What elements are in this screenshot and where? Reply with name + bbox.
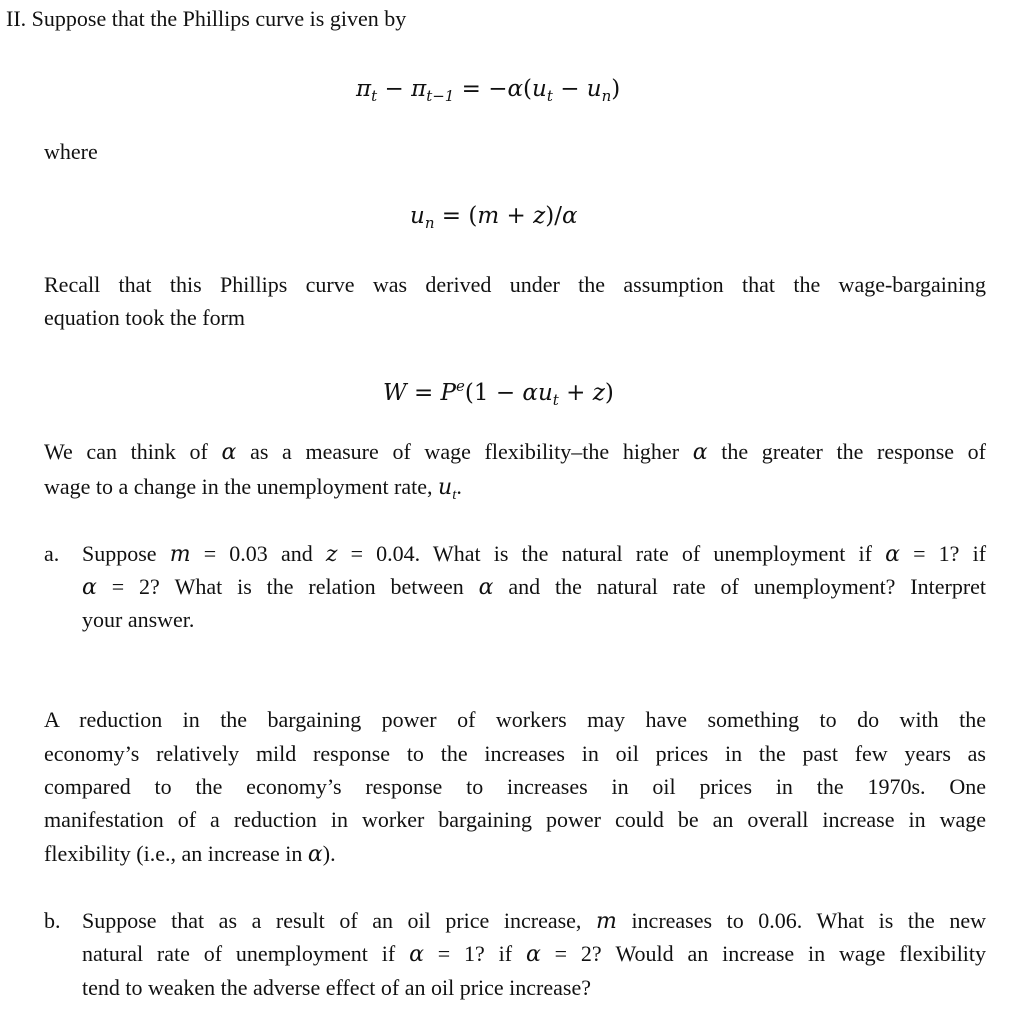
bargaining-line-5: flexibility (i.e., an increase in α).	[44, 841, 336, 867]
part-a-line-3: your answer.	[82, 607, 195, 632]
bargaining-line-3: compared to the economy’s response to increases in oil prices in the 1970s. One	[44, 774, 986, 799]
wage-bargaining-equation: $W = P^e(1 - \alpha u_t + z)$	[383, 377, 614, 409]
part-b-marker: b.	[44, 908, 61, 933]
recall-line-1: Recall that this Phillips curve was derived under the assumption that the wage-bargaining	[44, 272, 986, 297]
part-a-marker: a.	[44, 541, 60, 566]
bargaining-line-4: manifestation of a reduction in worker bargaining power could be an overall increase in wage	[44, 807, 986, 832]
part-a-line-2: α = 2? What is the relation between α and the natural rate of unemployment? Interpret	[82, 574, 987, 600]
problem-heading: II. Suppose that the Phillips curve is given by	[6, 6, 407, 31]
phillips-curve-equation: $\pi_t - \pi_{t-1} = -\alpha(u_t - u_n)$	[356, 76, 621, 105]
where-label: where	[44, 139, 98, 164]
part-b-line-1: Suppose that as a result of an oil price increase, m increases to 0.06. What is the new	[82, 908, 986, 934]
part-a-line-1: Suppose m = 0.03 and z = 0.04. What is the natural rate of unemployment if α = 1? if	[82, 541, 987, 567]
flexibility-line-2: wage to a change in the unemployment rate, $u_t$.	[44, 474, 462, 503]
recall-line-2: equation took the form	[44, 305, 246, 330]
bargaining-line-2: economy’s relatively mild response to the increases in oil prices in the past few years as	[44, 741, 986, 766]
natural-rate-equation: $u_n = (m + z)/\alpha$	[410, 203, 578, 232]
part-b-line-2: natural rate of unemployment if α = 1? if α = 2? Would an increase in wage flexibility	[82, 941, 987, 967]
flexibility-line-1: We can think of α as a measure of wage flexibility–the higher α the greater the response of	[44, 439, 987, 465]
bargaining-line-1: A reduction in the bargaining power of workers may have something to do with the	[44, 707, 986, 732]
part-b-line-3: tend to weaken the adverse effect of an oil price increase?	[82, 975, 591, 1000]
